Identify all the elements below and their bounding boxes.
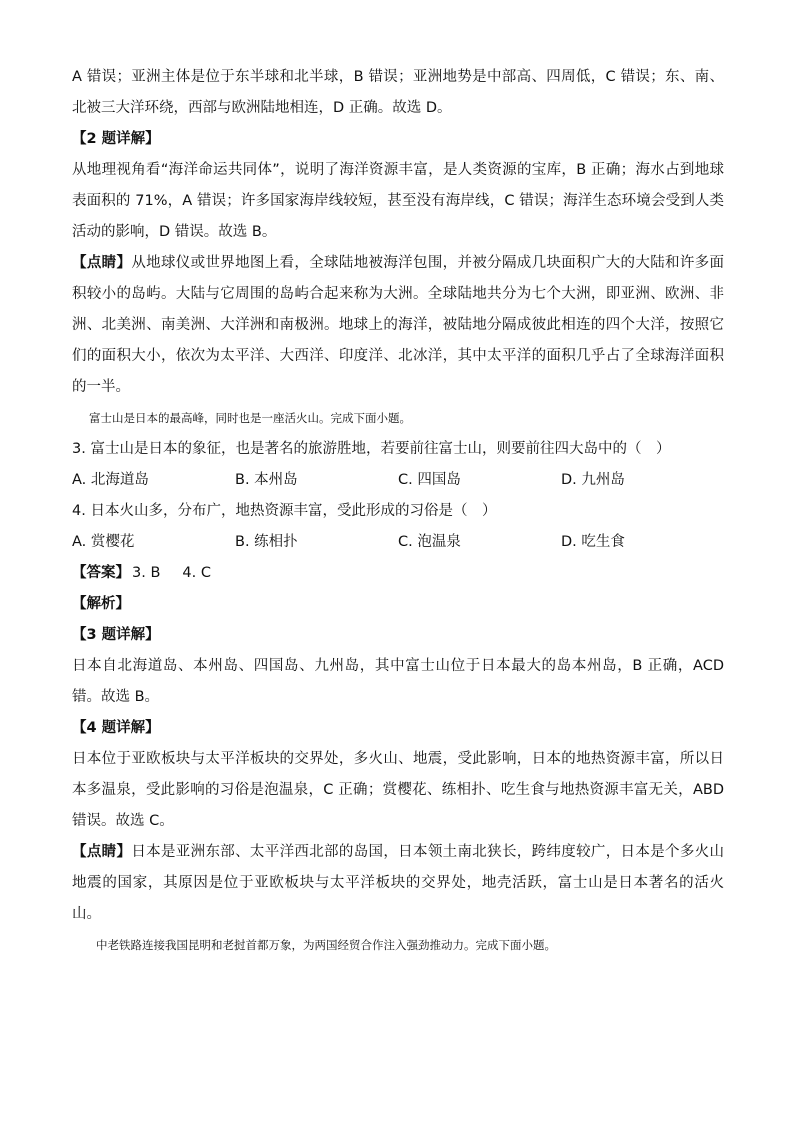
question-intro-fuji: 富士山是日本的最高峰，同时也是一座活火山。完成下面小题。	[89, 411, 411, 425]
question-4: 4. 日本火山多，分布广，地热资源丰富，受此形成的习俗是（ ）	[72, 503, 497, 519]
answer-row	[72, 558, 724, 589]
section-heading-q3: 【3 题详解】	[72, 627, 160, 643]
key-point-text: 从地球仪或世界地图上看，全球陆地被海洋包围，并被分隔成几块面积广大的大陆和许多面积较小的岛屿。大陆与它周围的岛屿合起来称为大洲。全球陆地共分为七个大洲，即亚洲、欧洲、非洲、北美洲、南美洲、大洋洲和南极洲。地球上的海洋，被陆地分隔成彼此相连的四个大洋，按照它们的面积大小，依次为太平洋、大西洋、印度洋、北冰洋，其中太平洋的面积几乎占了全球海洋面积的一半。	[72, 255, 725, 395]
option-b: B. 本州岛	[235, 472, 298, 488]
option-b: B. 练相扑	[235, 534, 298, 550]
answer-q3: 3. B	[132, 565, 161, 581]
answer-explanation-q1: A 错误；亚洲主体是位于东半球和北半球，B 错误；亚洲地势是中部高、四周低，C 错误；东、南、北被三大洋环绕，西部与欧洲陆地相连，D 正确。故选 D。	[72, 69, 724, 116]
option-c: C. 泡温泉	[398, 534, 461, 550]
key-point-label: 【点睛】	[72, 255, 132, 271]
section-heading-q2: 【2 题详解】	[72, 131, 160, 147]
key-point-2	[72, 837, 724, 930]
question-4-options	[72, 527, 724, 558]
explanation-q4: 日本位于亚欧板块与太平洋板块的交界处，多火山、地震，受此影响，日本的地热资源丰富，所以日本多温泉，受此影响的习俗是泡温泉，C 正确；赏樱花、练相扑、吃生食与地热资源丰富无关，ABD 错误。故选 C。	[72, 751, 724, 829]
option-d: D. 吃生食	[561, 534, 625, 550]
answer-label: 【答案】	[72, 565, 130, 581]
analysis-heading: 【解析】	[72, 596, 130, 612]
question-3: 3. 富士山是日本的象征，也是著名的旅游胜地，若要前往富士山，则要前往四大岛中的（ ）	[72, 441, 671, 457]
option-a: A. 赏樱花	[72, 534, 135, 550]
key-point-1	[72, 248, 724, 403]
document-page	[72, 62, 724, 961]
key-point-label: 【点睛】	[72, 844, 132, 860]
question-intro-railway: 中老铁路连接我国昆明和老挝首都万象，为两国经贸合作注入强劲推动力。完成下面小题。	[96, 938, 556, 952]
question-3-options	[72, 465, 724, 496]
explanation-q3: 日本自北海道岛、本州岛、四国岛、九州岛，其中富士山位于日本最大的岛本州岛，B 正确，ACD 错。故选 B。	[72, 658, 724, 705]
option-d: D. 九州岛	[561, 472, 625, 488]
explanation-q2: 从地理视角看“海洋命运共同体”，说明了海洋资源丰富，是人类资源的宝库，B 正确；海水占到地球表面积的 71%，A 错误；许多国家海岸线较短，甚至没有海岸线，C 错误；海洋生态环境会受到人类活动的影响，D 错误。故选 B。	[72, 162, 724, 240]
option-c: C. 四国岛	[398, 472, 461, 488]
section-heading-q4: 【4 题详解】	[72, 720, 160, 736]
key-point-text: 日本是亚洲东部、太平洋西北部的岛国，日本领土南北狭长，跨纬度较广，日本是个多火山地震的国家，其原因是位于亚欧板块与太平洋板块的交界处，地壳活跃，富士山是日本著名的活火山。	[72, 844, 725, 922]
answer-q4: 4. C	[182, 565, 211, 581]
option-a: A. 北海道岛	[72, 472, 149, 488]
